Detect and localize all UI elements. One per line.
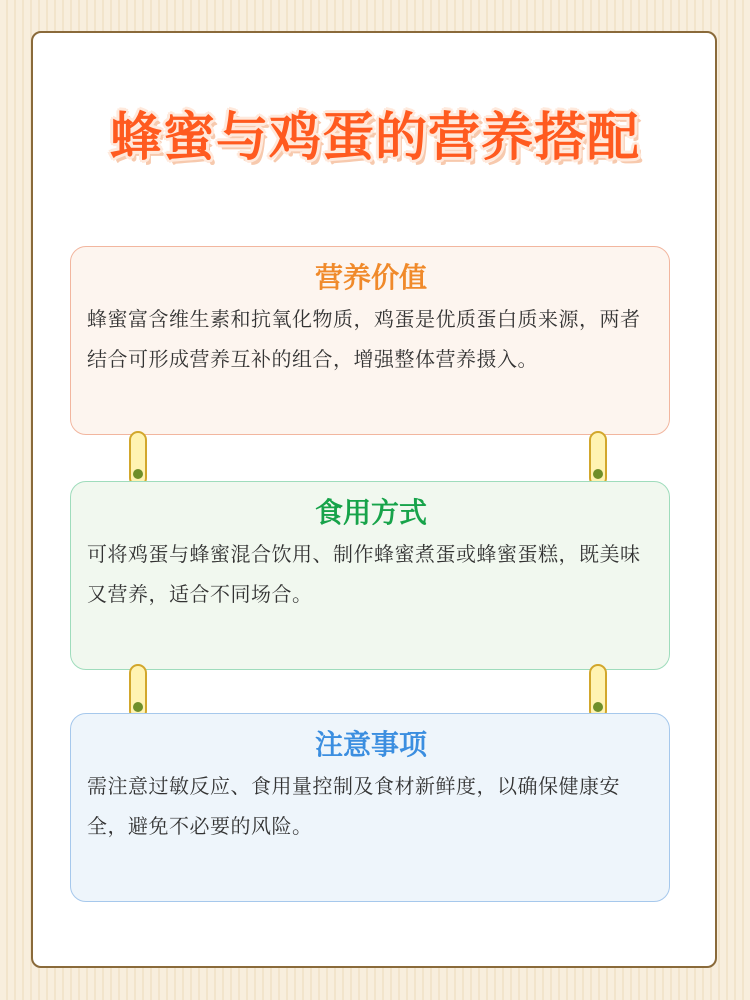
- connector-clip: [129, 664, 147, 720]
- section-heading: 食用方式: [314, 496, 427, 529]
- section-nutrition-value: [70, 246, 670, 435]
- section-body: 需注意过敏反应、食用量控制及食材新鲜度，以确保健康安全，避免不必要的风险。: [87, 774, 620, 838]
- clip-dot-icon: [133, 469, 143, 479]
- page-title: 蜂蜜与鸡蛋的营养搭配: [109, 108, 640, 168]
- section-heading: 注意事项: [314, 728, 427, 761]
- connector-clip: [589, 664, 607, 720]
- clip-dot-icon: [593, 702, 603, 712]
- connector-clip: [589, 431, 607, 487]
- clip-dot-icon: [593, 469, 603, 479]
- section-body: 蜂蜜富含维生素和抗氧化物质，鸡蛋是优质蛋白质来源，两者结合可形成营养互补的组合，增强整体营养摄入。: [87, 307, 641, 371]
- section-heading: 营养价值: [314, 261, 427, 294]
- section-precautions: [70, 713, 670, 902]
- connector-clip: [129, 431, 147, 487]
- section-body: 可将鸡蛋与蜂蜜混合饮用、制作蜂蜜煮蛋或蜂蜜蛋糕，既美味又营养，适合不同场合。: [87, 542, 641, 606]
- clip-dot-icon: [133, 702, 143, 712]
- section-eating-methods: [70, 481, 670, 670]
